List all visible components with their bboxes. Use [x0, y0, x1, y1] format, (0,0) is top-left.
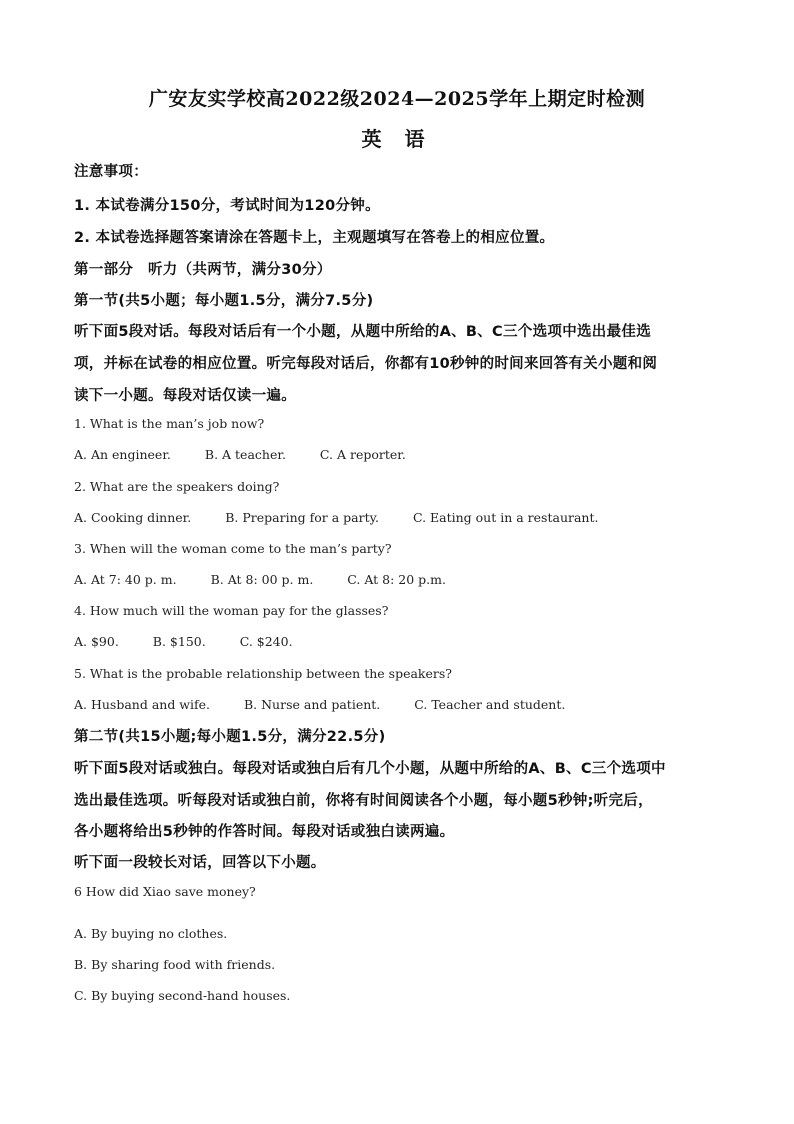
question-6-option-c: C. By buying second-hand houses. — [74, 988, 291, 1003]
section2-instruction-line: 听下面5段对话或独白。每段对话或独白后有几个小题，从题中所给的A、B、C三个选项中 — [74, 761, 666, 777]
section1-instruction-line: 读下一小题。每段对话仅读一遍。 — [74, 388, 296, 404]
exam-title: 广安友实学校高2022级2024—2025学年上期定时检测 — [148, 88, 646, 110]
part1-heading: 第一部分 听力（共两节，满分30分） — [74, 262, 332, 278]
notes-heading: 注意事项： — [74, 164, 148, 180]
option-b: B. A teacher. — [204, 447, 286, 462]
option-c: C. At 8: 20 p.m. — [347, 572, 446, 587]
question-2-stem: 2. What are the speakers doing? — [74, 479, 280, 494]
question-3-stem: 3. When will the woman come to the man’s party? — [74, 541, 392, 556]
option-c: C. Teacher and student. — [414, 697, 566, 712]
section2-heading: 第二节(共15小题;每小题1.5分，满分22.5分) — [74, 729, 386, 745]
section2-instruction-line: 各小题将给出5秒钟的作答时间。每段对话或独白读两遍。 — [74, 824, 455, 840]
question-1-stem: 1. What is the man’s job now? — [74, 416, 265, 431]
passage-intro: 听下面一段较长对话，回答以下小题。 — [74, 855, 326, 871]
section1-heading: 第一节(共5小题；每小题1.5分，满分7.5分) — [74, 293, 374, 309]
option-b: B. At 8: 00 p. m. — [210, 572, 314, 587]
option-a: A. Cooking dinner. — [74, 510, 192, 525]
question-3-options — [74, 572, 446, 587]
question-6-option-b: B. By sharing food with friends. — [74, 957, 276, 972]
option-c: C. Eating out in a restaurant. — [412, 510, 599, 525]
option-b: B. Nurse and patient. — [243, 697, 381, 712]
option-b: B. Preparing for a party. — [225, 510, 379, 525]
option-a: A. An engineer. — [74, 447, 171, 462]
section1-instruction-line: 听下面5段对话。每段对话后有一个小题，从题中所给的A、B、C三个选项中选出最佳选 — [74, 324, 652, 340]
question-5-stem: 5. What is the probable relationship between the speakers? — [74, 666, 452, 681]
option-b: B. $150. — [152, 634, 206, 649]
option-a: A. $90. — [74, 634, 119, 649]
section1-instruction-line: 项，并标在试卷的相应位置。听完每段对话后，你都有10秒钟的时间来回答有关小题和阅 — [74, 356, 658, 372]
notes-item-1: 1. 本试卷满分150分，考试时间为120分钟。 — [74, 198, 380, 214]
notes-item-2: 2. 本试卷选择题答案请涂在答题卡上，主观题填写在答卷上的相应位置。 — [74, 230, 555, 246]
exam-subject: 英 语 — [361, 127, 433, 151]
section2-instruction-line: 选出最佳选项。听每段对话或独白前，你将有时间阅读各个小题，每小题5秒钟;听完后， — [74, 793, 653, 809]
option-a: A. At 7: 40 p. m. — [74, 572, 177, 587]
question-1-options — [74, 447, 406, 462]
option-c: C. $240. — [239, 634, 293, 649]
question-6-option-a: A. By buying no clothes. — [74, 926, 228, 941]
question-4-stem: 4. How much will the woman pay for the glasses? — [74, 603, 389, 618]
question-2-options — [74, 510, 598, 525]
question-5-options — [74, 697, 565, 712]
question-4-options — [74, 634, 293, 649]
option-a: A. Husband and wife. — [74, 697, 210, 712]
question-6-stem: 6 How did Xiao save money? — [74, 884, 256, 899]
option-c: C. A reporter. — [319, 447, 406, 462]
